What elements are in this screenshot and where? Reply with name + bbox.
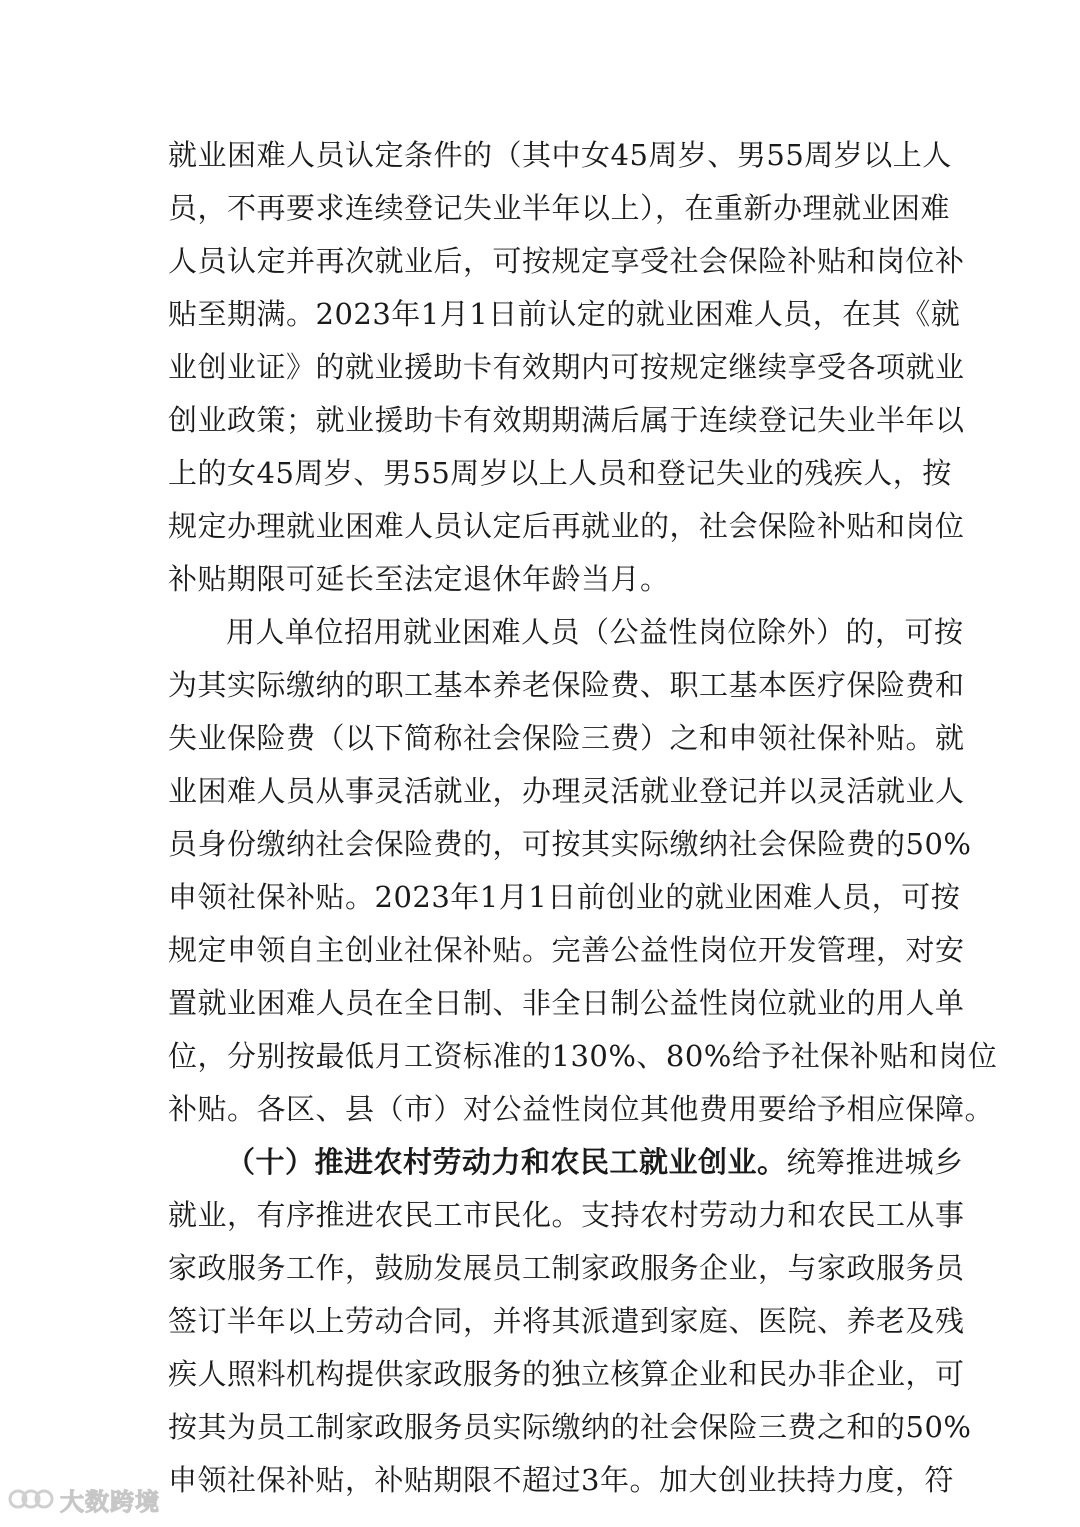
text-line: 申领社保补贴，补贴期限不超过3年。加大创业扶持力度，符: [168, 1463, 954, 1497]
text-line: 按其为员工制家政服务员实际缴纳的社会保险三费之和的50%: [168, 1410, 972, 1444]
text-line: 疾人照料机构提供家政服务的独立核算企业和民办非企业，可: [168, 1357, 965, 1391]
watermark: [8, 1481, 160, 1517]
text-line: 用人单位招用就业困难人员（公益性岗位除外）的，可按: [226, 615, 964, 649]
text-line: 就业困难人员认定条件的（其中女45周岁、男55周岁以上人: [168, 138, 952, 172]
text-line: 置就业困难人员在全日制、非全日制公益性岗位就业的用人单: [168, 986, 965, 1020]
text-line: 家政服务工作，鼓励发展员工制家政服务企业，与家政服务员: [168, 1251, 965, 1285]
text-line: 员身份缴纳社会保险费的，可按其实际缴纳社会保险费的50%: [168, 827, 972, 861]
section-heading-line: [226, 1138, 964, 1186]
section-heading: （十）推进农村劳动力和农民工就业创业。: [226, 1145, 787, 1179]
text-line: 规定申领自主创业社保补贴。完善公益性岗位开发管理，对安: [168, 933, 965, 967]
text-line: 统筹推进城乡: [786, 1145, 964, 1179]
text-line: 申领社保补贴。2023年1月1日前创业的就业困难人员，可按: [168, 880, 961, 914]
text-line: 为其实际缴纳的职工基本养老保险费、职工基本医疗保险费和: [168, 668, 965, 702]
text-line: 补贴。各区、县（市）对公益性岗位其他费用要给予相应保障。: [168, 1092, 995, 1126]
text-line: 业创业证》的就业援助卡有效期内可按规定继续享受各项就业: [168, 350, 965, 384]
logo-icon: [8, 1485, 54, 1513]
text-line: 贴至期满。2023年1月1日前认定的就业困难人员，在其《就: [168, 297, 961, 331]
watermark-text: 大数跨境: [60, 1487, 160, 1516]
text-line: 业困难人员从事灵活就业，办理灵活就业登记并以灵活就业人: [168, 774, 965, 808]
text-line: 上的女45周岁、男55周岁以上人员和登记失业的残疾人，按: [168, 456, 952, 490]
text-line: 员，不再要求连续登记失业半年以上），在重新办理就业困难: [168, 191, 951, 225]
text-line: 人员认定并再次就业后，可按规定享受社会保险补贴和岗位补: [168, 244, 965, 278]
text-line: 规定办理就业困难人员认定后再就业的，社会保险补贴和岗位: [168, 509, 965, 543]
text-line: 创业政策；就业援助卡有效期期满后属于连续登记失业半年以: [168, 403, 965, 437]
text-line: 失业保险费（以下简称社会保险三费）之和申领社保补贴。就: [168, 721, 965, 755]
text-line: 就业，有序推进农民工市民化。支持农村劳动力和农民工从事: [168, 1198, 965, 1232]
text-line: 位，分别按最低月工资标准的130%、80%给予社保补贴和岗位: [168, 1039, 998, 1073]
text-line: 补贴期限可延长至法定退休年龄当月。: [168, 562, 670, 596]
text-line: 签订半年以上劳动合同，并将其派遣到家庭、医院、养老及残: [168, 1304, 965, 1338]
